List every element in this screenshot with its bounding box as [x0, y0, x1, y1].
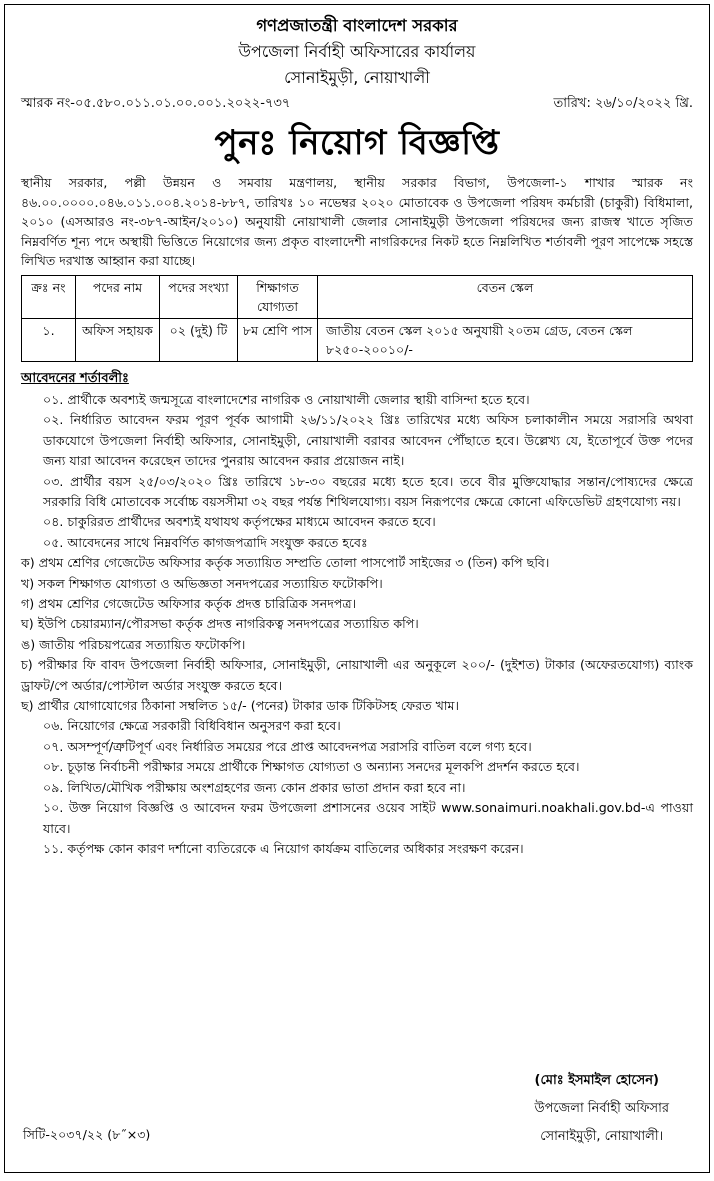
government-name: গণপ্রজাতন্ত্রী বাংলাদেশ সরকার [256, 16, 458, 35]
table-header-row [22, 275, 693, 318]
cell-pay-scale: জাতীয় বেতন স্কেল ২০১৫ অনুযায়ী ২০তম গ্রেড, বেতন স্কেল ৮২৫০-২০০১০/- [318, 318, 693, 361]
signature-block [534, 1067, 669, 1151]
document-item: ঙ) জাতীয় পরিচয়পত্রের সত্যায়িত ফটোকপি। [21, 636, 246, 652]
document-item: খ) সকল শিক্ষাগত যোগ্যতা ও অভিজ্ঞতা সনদপত্রের সত্যায়িত ফটোকপি। [21, 575, 383, 591]
condition-item: ১০. উক্ত নিয়োগ বিজ্ঞপ্তি ও আবেদন ফরম উপজেলা প্রশাসনের ওয়েব সাইট www.sonaimuri.noakhali.gov.bd-এ পাওয়া যাবে। [43, 800, 693, 836]
signatory-designation: উপজেলা নির্বাহী অফিসার [534, 1101, 669, 1116]
print-code: সিটি-২০৩৭/২২ (৮˝×৩) [23, 1127, 151, 1142]
document-item: ক) প্রথম শ্রেণির গেজেটেড অফিসার কর্তৃক সত্যায়িত সম্প্রতি তোলা পাসপোর্ট সাইজের ৩ (তিন) কপি ছবি। [21, 555, 550, 571]
condition-item: ০৬. নিয়োগের ক্ষেত্রে সরকারী বিধিবিধান অনুসরণ করা হবে। [43, 718, 341, 734]
notice-page [4, 4, 710, 1173]
notice-date: তারিখ: ২৬/১০/২০২২ খ্রি. [553, 96, 693, 111]
condition-item: ০৭. অসম্পূর্ণ/ত্রুটিপূর্ণ এবং নির্ধারিত সময়ের পরে প্রাপ্ত আবেদনপত্র সরাসরি বাতিল বলে গণ্য হবে। [43, 738, 532, 754]
col-post-name: পদের নাম [76, 275, 160, 318]
col-qualification: শিক্ষাগত যোগ্যতা [238, 275, 318, 318]
table-row [22, 318, 693, 361]
cell-post-name: অফিস সহায়ক [76, 318, 160, 361]
document-item: গ) প্রথম শ্রেণির গেজেটেড অফিসার কর্তৃক প্রদত্ত চারিত্রিক সনদপত্র। [21, 596, 357, 612]
conditions-heading: আবেদনের শর্তাবলীঃ [21, 370, 129, 386]
intro-paragraph: স্থানীয় সরকার, পল্লী উন্নয়ন ও সমবায় মন্ত্রণালয়, স্থানীয় সরকার বিভাগ, উপজেলা-১ শাখার স্মারক নং ৪৬.০০.০০০০.০৪৬.০১১.০০৪.২০১৪-৮৮৭, তারিখঃ ১০ নভেম্বর ২০২০ মোতাবেক ও উপজেলা পরিষদ কর্মচারী (চাকুরী) বিধিমালা, ২০১০ (এসআরও নং-৩৮৭-আইন/২০১০) অনুযায়ী নোয়াখালী জেলার সোনাইমুড়ী উপজেলা পরিষদের জন্য রাজস্ব খাতে সৃজিত নিম্নবর্ণিত শূন্য পদে অস্থায়ী ভিত্তিতে নিয়োগের জন্য প্রকৃত বাংলাদেশী নাগরিকদের নিকট হতে নিম্নলিখিত শর্তাবলী পূরণ সাপেক্ষে সহস্তে লিখিত দরখাস্ত আহ্বান করা যাচ্ছে। [21, 175, 693, 269]
col-serial: ক্রঃ নং [22, 275, 76, 318]
condition-item: ০৮. চূড়ান্ত নির্বাচনী পরীক্ষার সময়ে প্রার্থীকে শিক্ষাগত যোগ্যতা ও অন্যান্য সনদের মূলকপি প্রদর্শন করতে হবে। [43, 759, 580, 775]
cell-serial: ১. [22, 318, 76, 361]
condition-item: ০২. নির্ধারিত আবেদন ফরম পূরণ পূর্বক আগামী ২৬/১১/২০২২ খ্রিঃ তারিখের মধ্যে অফিস চলাকালীন সময়ে সরাসরি অথবা ডাকযোগে উপজেলা নির্বাহী অফিসার, সোনাইমুড়ী, নোয়াখালী বরাবর আবেদন পৌঁছাতে হবে। উল্লেখ্য যে, ইতোপূর্বে উক্ত পদের জন্য যারা আবেদন করেছেন তাদের পুনরায় আবেদন করার প্রয়োজন নাই। [43, 412, 693, 469]
letterhead [21, 13, 693, 91]
condition-item: ০৩. প্রার্থীর বয়স ২৫/০৩/২০২০ খ্রিঃ তারিখে ১৮-৩০ বছরের মধ্যে হতে হবে। তবে বীর মুক্তিযোদ্ধার সন্তান/পোষ্যদের ক্ষেত্রে সরকারি বিধি মোতাবেক সর্বোচ্চ বয়সসীমা ৩২ বছর পর্যন্ত শিথিলযোগ্য। বয়স নিরূপণের ক্ষেত্রে কোনো এফিডেভিট গ্রহণযোগ্য নয়। [43, 473, 693, 509]
condition-item: ১১. কর্তৃপক্ষ কোন কারণ দর্শানো ব্যতিরেকে এ নিয়োগ কার্যক্রম বাতিলের অধিকার সংরক্ষণ করেন। [43, 840, 524, 856]
cell-post-count: ০২ (দুই) টি [160, 318, 238, 361]
notice-title: পুনঃ নিয়োগ বিজ্ঞপ্তি [214, 123, 500, 163]
signatory-name: (মোঃ ইসমাইল হোসেন) [534, 1073, 659, 1088]
office-location: সোনাইমুড়ী, নোয়াখালী [284, 68, 430, 87]
signatory-place: সোনাইমুড়ী, নোয়াখালী। [540, 1129, 664, 1144]
reference-row [21, 93, 693, 115]
condition-item: ০৪. চাকুরিরত প্রার্থীদের অবশ্যই যথাযথ কর্তৃপক্ষের মাধ্যমে আবেদন করতে হবে। [43, 514, 436, 530]
document-item: ঘ) ইউপি চেয়ারম্যান/পৌরসভা কর্তৃক প্রদত্ত নাগরিকত্ব সনদপত্রের সত্যায়িত কপি। [21, 616, 419, 632]
condition-item: ০৫. আবেদনের সাথে নিম্নবর্ণিত কাগজপত্রাদি সংযুক্ত করতে হবেঃ [43, 534, 368, 550]
document-item: চ) পরীক্ষার ফি বাবদ উপজেলা নির্বাহী অফিসার, সোনাইমুড়ী, নোয়াখালী এর অনুকূলে ২০০/- (দুইশত) টাকার (অফেরতযোগ্য) ব্যাংক ড্রাফট/পে অর্ডার/পোস্টাল অর্ডার সংযুক্ত করতে হবে। [21, 657, 693, 693]
posts-table [21, 275, 693, 362]
document-item: ছ) প্রার্থীর যোগাযোগের ঠিকানা সম্বলিত ১৫/- (পনের) টাকার ডাক টিকিটসহ ফেরত খাম। [21, 698, 460, 714]
office-name: উপজেলা নির্বাহী অফিসারের কার্যালয় [238, 42, 476, 61]
col-pay-scale: বেতন স্কেল [318, 275, 693, 318]
condition-item: ০৯. লিখিত/মৌখিক পরীক্ষায় অংশগ্রহণের জন্য কোন প্রকার ভাতা প্রদান করা হবে না। [43, 779, 466, 795]
memo-number: স্মারক নং-০৫.৫৮০.০১১.০১.০০.০০১.২০২২-৭৩৭ [21, 96, 291, 111]
cell-qualification: ৮ম শ্রেণি পাস [238, 318, 318, 361]
condition-item: ০১. প্রার্থীকে অবশ্যই জন্মসূত্রে বাংলাদেশের নাগরিক ও নোয়াখালী জেলার স্থায়ী বাসিন্দা হতে হবে। [43, 391, 530, 407]
col-post-count: পদের সংখ্যা [160, 275, 238, 318]
